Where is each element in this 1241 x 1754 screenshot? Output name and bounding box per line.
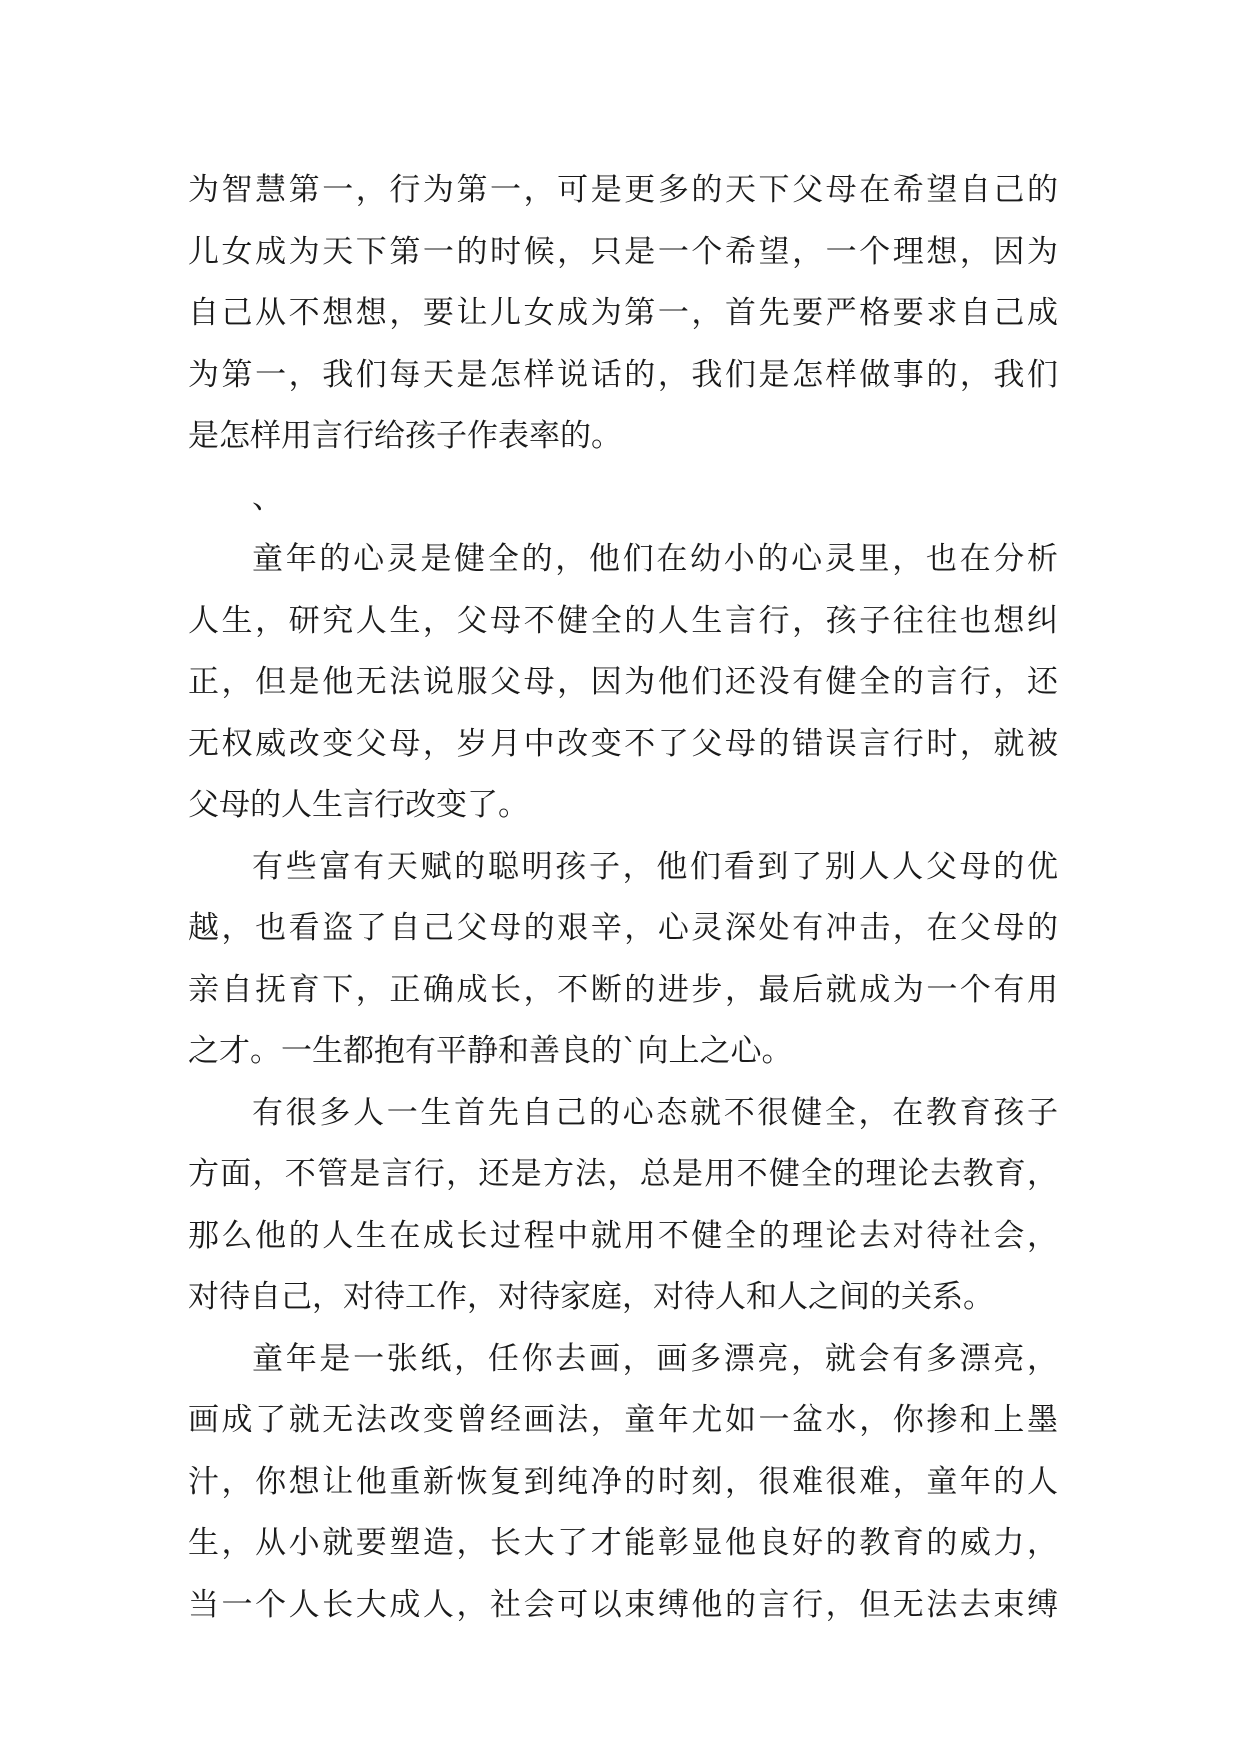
text-line: 越，也看盗了自己父母的艰辛，心灵深处有冲击，在父母的 [188,910,1058,946]
text-line: 为第一，我们每天是怎样说话的，我们是怎样做事的，我们 [188,356,1058,393]
text-line: 亲自抚育下，正确成长，不断的进步，最后就成为一个有用 [188,971,1058,1008]
text-line: 童年是一张纸，任你去画，画多漂亮，就会有多漂亮， [252,1340,1058,1377]
paragraph-3 [188,529,1058,837]
text-line: 儿女成为天下第一的时候，只是一个希望，一个理想，因为 [188,233,1058,270]
text-line: 童年的心灵是健全的，他们在幼小的心灵里，也在分析 [252,541,1058,577]
text-line: 、 [252,479,283,516]
text-line: 之才。一生都抱有平静和善良的`向上之心。 [188,1033,793,1069]
text-line: 为智慧第一，行为第一，可是更多的天下父母在希望自己的 [188,172,1058,208]
paragraph-6 [188,1329,1058,1637]
text-line: 父母的人生言行改变了。 [188,787,529,823]
text-line: 生，从小就要塑造，长大了才能彰显他良好的教育的威力， [188,1525,1058,1561]
text-line: 无权威改变父母，岁月中改变不了父母的错误言行时，就被 [188,725,1058,762]
paragraph-2 [188,468,1058,530]
text-line: 是怎样用言行给孩子作表率的。 [188,418,622,454]
text-line: 有些富有天赋的聪明孩子，他们看到了别人人父母的优 [252,848,1058,885]
paragraph-1 [188,160,1058,468]
text-line: 那么他的人生在成长过程中就用不健全的理论去对待社会， [188,1217,1058,1254]
paragraph-5 [188,1083,1058,1329]
text-line: 人生，研究人生，父母不健全的人生言行，孩子往往也想纠 [188,602,1058,639]
text-line: 当一个人长大成人，社会可以束缚他的言行，但无法去束缚 [188,1586,1058,1623]
text-line: 正，但是他无法说服父母，因为他们还没有健全的言行，还 [188,664,1058,700]
text-line: 对待自己，对待工作，对待家庭，对待人和人之间的关系。 [188,1279,994,1315]
paragraph-4 [188,837,1058,1083]
document-body [188,160,1058,1636]
text-line: 自己从不想想，要让儿女成为第一，首先要严格要求自己成 [188,295,1058,331]
text-line: 有很多人一生首先自己的心态就不很健全，在教育孩子 [252,1094,1058,1131]
text-line: 汁，你想让他重新恢复到纯净的时刻，很难很难，童年的人 [188,1463,1058,1500]
text-line: 画成了就无法改变曾经画法，童年尤如一盆水，你掺和上墨 [188,1402,1058,1438]
text-line: 方面，不管是言行，还是方法，总是用不健全的理论去教育， [188,1156,1058,1192]
